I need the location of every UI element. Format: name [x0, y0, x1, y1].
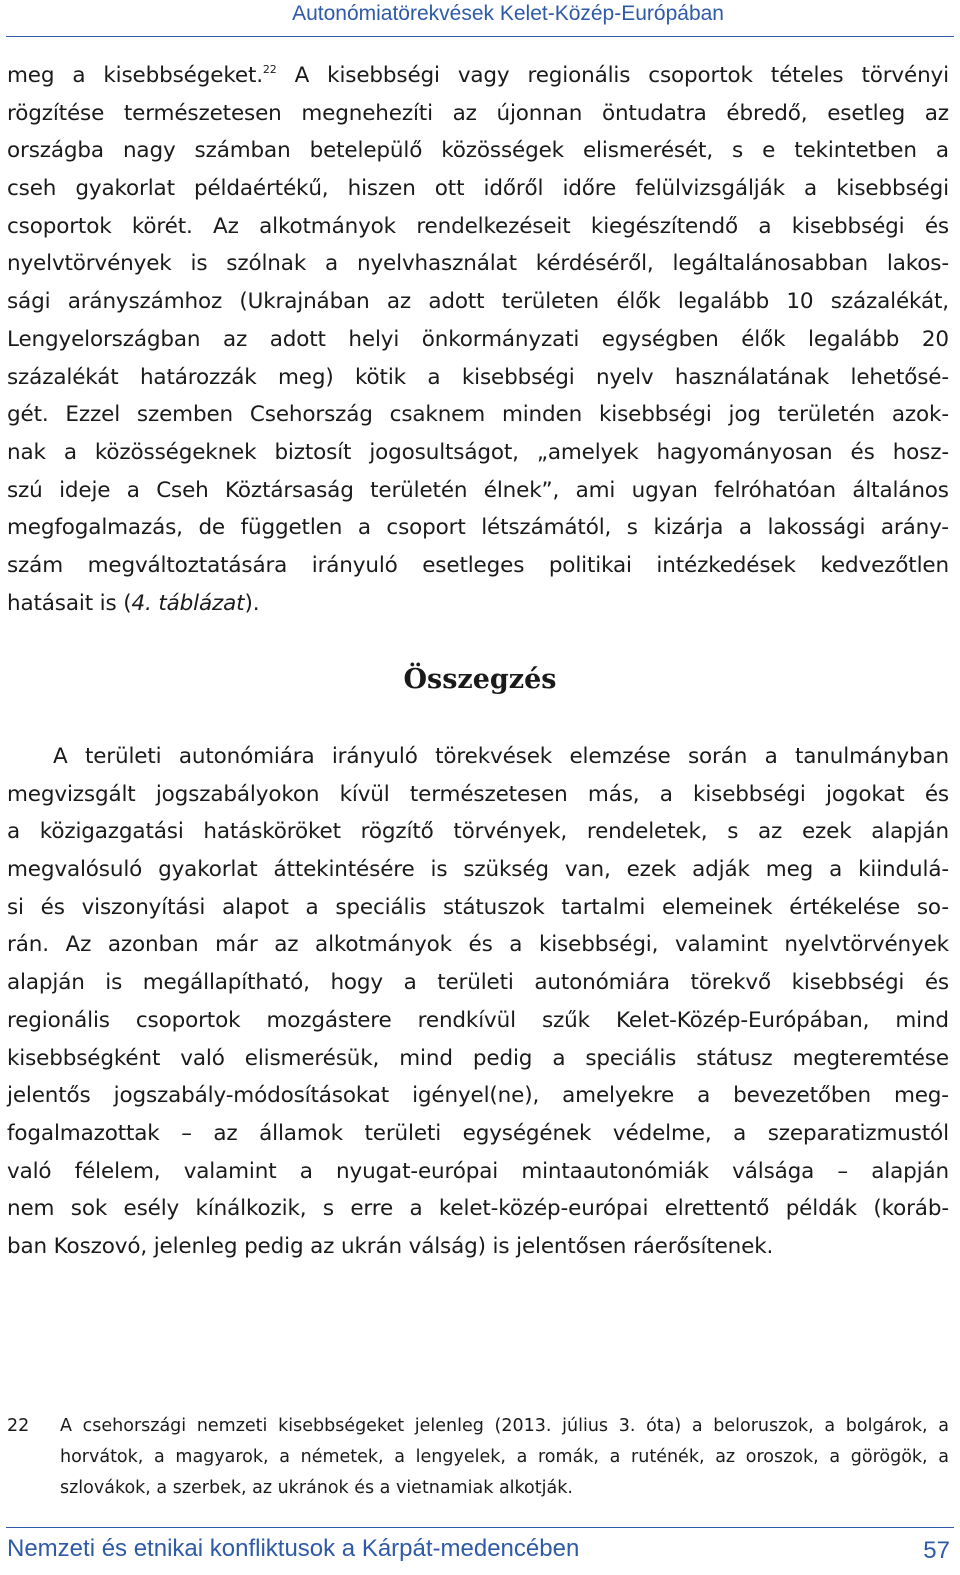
- text-line: való félelem, valamint a nyugat-európai mintaautonómiák válsága – alapján: [7, 1158, 949, 1184]
- footnote-reference[interactable]: 22: [262, 63, 277, 76]
- text-line: kisebbségként való elismerésük, mind pedig a speciális státusz megteremtése: [7, 1045, 949, 1071]
- text-line: regionális csoportok mozgástere rendkívül szűk Kelet-Közép-Európában, mind: [7, 1007, 949, 1033]
- text-line: országba nagy számban betelepülő közösségek elismerését, s e tekintetben a: [7, 138, 949, 164]
- header-rule: [6, 36, 954, 37]
- text-line: rögzítése természetesen megnehezíti az újonnan öntudatra ébredő, esetleg az: [7, 100, 949, 126]
- footnote-number: [7, 1473, 60, 1504]
- text-line: megfogalmazás, de független a csoport létszámától, s kizárja a lakossági arány-: [7, 515, 949, 541]
- text-line: alapján is megállapítható, hogy a területi autonómiára törekvő kisebbségi és: [7, 970, 949, 996]
- text-line: sági arányszámhoz (Ukrajnában az adott területen élők legalább 10 százalékát,: [7, 289, 949, 315]
- text-line: nem sok esély kínálkozik, s erre a kelet-közép-európai elrettentő példák (koráb-: [7, 1196, 949, 1222]
- text-line: szú ideje a Cseh Köztársaság területén élnek”, ami ugyan felróhatóan általános: [7, 477, 949, 503]
- text-line: Lengyelországban az adott helyi önkormányzati egységben élők legalább 20: [7, 326, 949, 352]
- footnote: [7, 1411, 949, 1504]
- text-line: si és viszonyítási alapot a speciális státuszok tartalmi elemeinek értékelése so-: [7, 894, 949, 920]
- footer-book-title: Nemzeti és etnikai konfliktusok a Kárpát-medencében: [7, 1535, 580, 1562]
- footnote-line: 22 A csehországi nemzeti kisebbségeket jelenleg (2013. július 3. óta) a beloruszok, a bolgárok, a: [7, 1411, 949, 1442]
- paragraph-2: [7, 738, 949, 1266]
- text-line: cseh gyakorlat példaértékű, hiszen ott időről időre felülvizsgálják a kisebbségi: [7, 176, 949, 202]
- text-line: A területi autonómiára irányuló törekvések elemzése során a tanulmányban: [53, 744, 949, 769]
- text-line: ban Koszovó, jelenleg pedig az ukrán válság) is jelentősen ráerősítenek.: [7, 1233, 774, 1259]
- text-line: nyelvtörvények is szólnak a nyelvhasználat kérdéséről, legáltalánosabban lakos-: [7, 251, 949, 277]
- text-line: gét. Ezzel szemben Csehország csaknem minden kisebbségi jog területén azok-: [7, 402, 949, 428]
- footnote-line: horvátok, a magyarok, a németek, a lengyelek, a romák, a ruténék, az oroszok, a görögök, a: [7, 1442, 949, 1473]
- text-line: rán. Az azonban már az alkotmányok és a kisebbségi, valamint nyelvtörvények: [7, 932, 949, 958]
- text-line: a közigazgatási hatásköröket rögzítő törvények, rendeletek, s az ezek alapján: [7, 819, 949, 845]
- text-line: szám megváltoztatására irányuló esetleges politikai intézkedések kedvezőtlen: [7, 552, 949, 578]
- text-line: csoportok körét. Az alkotmányok rendelkezéseit kiegészítendő a kisebbségi és: [7, 213, 949, 239]
- footnote-number: [7, 1442, 60, 1473]
- text-line: százalékát határozzák meg) kötik a kisebbségi nyelv használatának lehetősé-: [7, 364, 949, 390]
- footnote-number: 22: [7, 1416, 30, 1436]
- running-header: Autonómiatörekvések Kelet-Közép-Európában: [292, 2, 724, 25]
- text-line: nak a közösségeknek biztosít jogosultságot, „amelyek hagyományosan és hosz-: [7, 439, 949, 465]
- footer-rule: [6, 1527, 954, 1528]
- footnote-line: szlovákok, a szerbek, az ukránok és a vietnamiak alkotják.: [7, 1473, 949, 1504]
- text-line: jelentős jogszabály-módosításokat igényel(ne), amelyekre a bevezetőben meg-: [7, 1083, 949, 1109]
- text-line: hatásait is ( 4. táblázat ).: [7, 585, 949, 623]
- page-number: 57: [923, 1537, 950, 1564]
- text-line: meg a kisebbségeket.$^{22}$ A kisebbségi vagy regionális csoportok tételes törvényi: [7, 63, 949, 88]
- section-heading: Összegzés: [403, 664, 557, 695]
- table-reference: 4. táblázat: [131, 590, 245, 616]
- text-line: megvalósuló gyakorlat áttekintésére is szükség van, ezek adják meg a kiindulá-: [7, 857, 949, 883]
- text-line: megvizsgált jogszabályokon kívül természetesen más, a kisebbségi jogokat és: [7, 781, 949, 807]
- paragraph-1: [7, 57, 949, 622]
- text-line: fogalmazottak – az államok területi egységének védelme, a szeparatizmustól: [7, 1120, 949, 1146]
